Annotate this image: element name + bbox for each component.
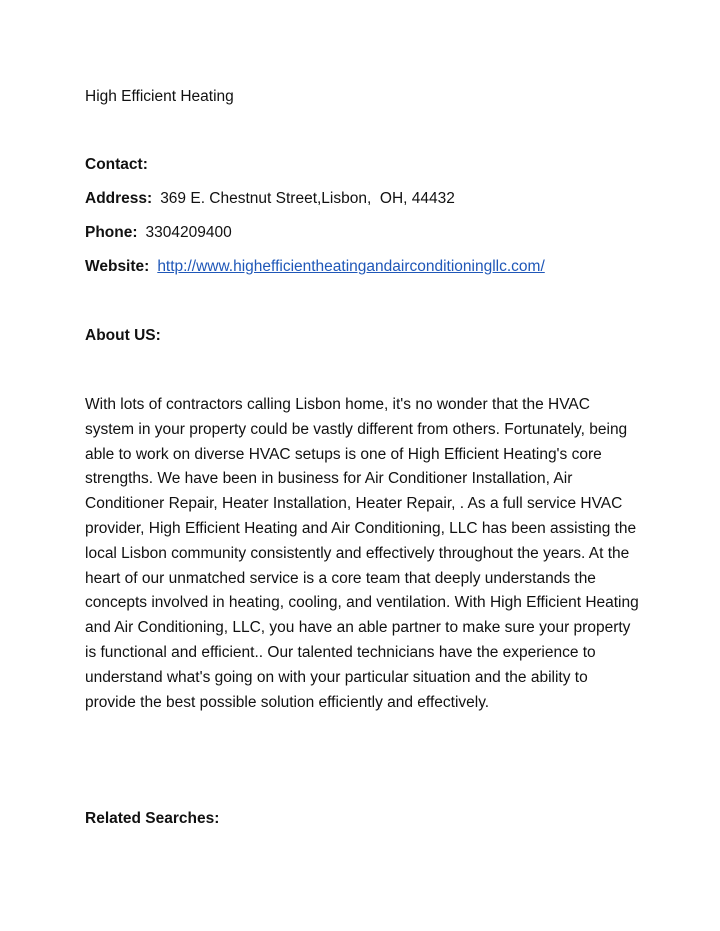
phone-value: 3304209400 — [145, 224, 232, 241]
website-label: Website: — [85, 258, 150, 275]
address-row — [85, 189, 455, 209]
related-searches-heading: Related Searches: — [85, 810, 220, 827]
about-paragraph: With lots of contractors calling Lisbon home, it's no wonder that the HVAC system in your property could be vastly different from others. Fortunately, being able to work on diverse HVAC setups is one of High Efficient Heating's core strengths. We have been in business for Air Conditioner Installation, Air Conditioner Repair, Heater Installation, Heater Repair, . As a full service HVAC provider, High Efficient Heating and Air Conditioning, LLC has been assisting the local Lisbon community consistently and effectively throughout the years. At the heart of our unmatched service is a core team that deeply understands the concepts involved in heating, cooling, and ventilation. With High Efficient Heating and Air Conditioning, LLC, you have an able partner to make sure your property is functional and efficient.. Our talented technicians have the experience to understand what's going on with your particular situation and the ability to provide the best possible solution efficiently and effectively. — [85, 396, 639, 711]
about-heading: About US: — [85, 327, 161, 344]
phone-label: Phone: — [85, 224, 138, 241]
document-title: High Efficient Heating — [85, 88, 234, 105]
address-label: Address: — [85, 190, 153, 207]
contact-heading: Contact: — [85, 156, 148, 173]
address-value: 369 E. Chestnut Street,Lisbon, OH, 44432 — [160, 190, 455, 207]
website-row — [85, 257, 545, 277]
phone-row — [85, 223, 232, 243]
website-link[interactable]: http://www.highefficientheatingandairconditioningllc.com/ — [157, 258, 545, 275]
